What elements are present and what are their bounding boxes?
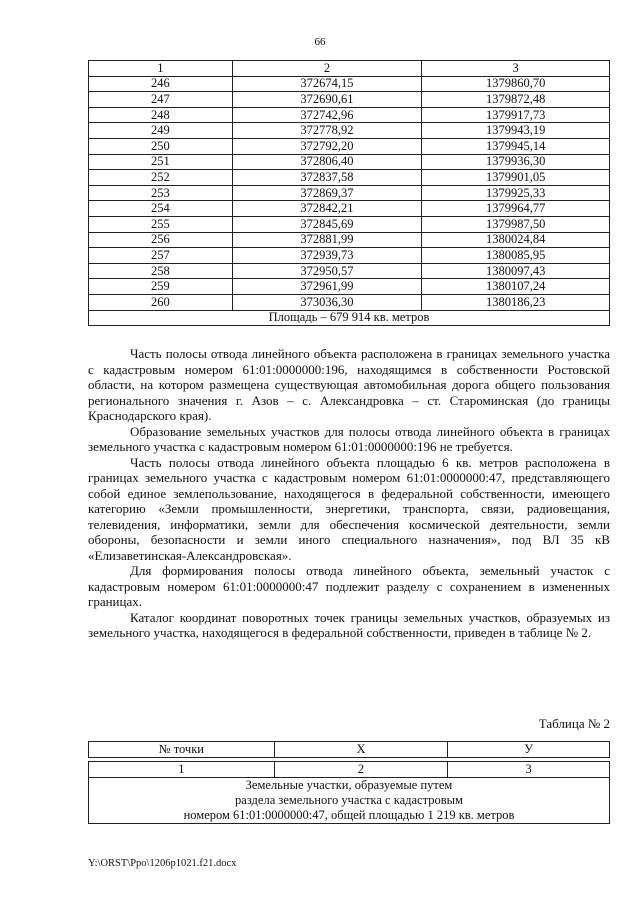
y-coordinate-cell: 1380024,84 <box>422 232 610 248</box>
x-coordinate-cell: 372869,37 <box>232 185 422 201</box>
numbering-cell: 2 <box>274 762 448 778</box>
area-cell: Площадь – 679 914 кв. метров <box>89 310 610 326</box>
merged-line: Земельные участки, образуемые путем <box>245 778 453 792</box>
x-coordinate-cell: 372674,15 <box>232 76 422 92</box>
paragraph: Каталог координат поворотных точек границы земельных участков, образуемых из земельного участка, находящегося в федеральной собственности, приведен в таблице № 2. <box>88 609 610 640</box>
point-number-cell: 260 <box>89 294 233 310</box>
y-coordinate-cell: 1379945,14 <box>422 138 610 154</box>
y-coordinate-cell: 1379925,33 <box>422 185 610 201</box>
table-row <box>89 170 610 186</box>
x-coordinate-cell: 373036,30 <box>232 294 422 310</box>
header-cell: У <box>448 742 610 758</box>
point-number-cell: 253 <box>89 185 233 201</box>
paragraph: Часть полосы отвода линейного объекта расположена в границах земельного участка с кадастровым номером 61:01:0000000:196, находящимся в собственности Ростовской области, на котором размещена существующая автомобильная дорога общего пользования регионального значения г. Азов – с. Александровка – ст. Староминская (до границы Краснодарского края). <box>88 346 610 423</box>
table-row <box>89 107 610 123</box>
table-row <box>89 232 610 248</box>
x-coordinate-cell: 372961,99 <box>232 279 422 295</box>
page-number: 66 <box>314 36 326 48</box>
x-coordinate-cell: 372939,73 <box>232 248 422 264</box>
point-number-cell: 256 <box>89 232 233 248</box>
x-coordinate-cell: 372881,99 <box>232 232 422 248</box>
x-coordinate-cell: 372845,69 <box>232 216 422 232</box>
y-coordinate-cell: 1379872,48 <box>422 92 610 108</box>
y-coordinate-cell: 1379917,73 <box>422 107 610 123</box>
point-number-cell: 250 <box>89 138 233 154</box>
point-number-cell: 255 <box>89 216 233 232</box>
table-row <box>89 185 610 201</box>
table-row <box>89 76 610 92</box>
x-coordinate-cell: 372842,21 <box>232 201 422 217</box>
y-coordinate-cell: 1380186,23 <box>422 294 610 310</box>
table-row <box>89 294 610 310</box>
x-coordinate-cell: 372778,92 <box>232 123 422 139</box>
x-coordinate-cell: 372792,20 <box>232 138 422 154</box>
table-row <box>89 201 610 217</box>
merged-line: раздела земельного участка с кадастровым <box>235 793 463 807</box>
paragraph: Для формирования полосы отвода линейного объекта, земельный участок с кадастровым номером 61:01:0000000:47 подлежит разделу с сохранением в измененных границах. <box>88 563 610 609</box>
header-cell: 2 <box>232 61 422 77</box>
point-number-cell: 249 <box>89 123 233 139</box>
y-coordinate-cell: 1379860,70 <box>422 76 610 92</box>
point-number-cell: 252 <box>89 170 233 186</box>
table-row <box>89 248 610 264</box>
y-coordinate-cell: 1379901,05 <box>422 170 610 186</box>
table-row <box>89 123 610 139</box>
y-coordinate-cell: 1380097,43 <box>422 263 610 279</box>
y-coordinate-cell: 1379936,30 <box>422 154 610 170</box>
y-coordinate-cell: 1379987,50 <box>422 216 610 232</box>
body-text <box>88 346 610 641</box>
point-number-cell: 257 <box>89 248 233 264</box>
x-coordinate-cell: 372690,61 <box>232 92 422 108</box>
table-header-row <box>89 61 610 77</box>
y-coordinate-cell: 1380107,24 <box>422 279 610 295</box>
coordinates-table <box>88 60 610 326</box>
x-coordinate-cell: 372950,57 <box>232 263 422 279</box>
x-coordinate-cell: 372837,58 <box>232 170 422 186</box>
table-2 <box>88 741 610 824</box>
paragraph: Образование земельных участков для полосы отвода линейного объекта в границах земельного участка с кадастровым номером 61:01:0000000:196 не требуется. <box>88 423 610 454</box>
table-row <box>89 138 610 154</box>
merged-line: номером 61:01:0000000:47, общей площадью 1 219 кв. метров <box>183 808 515 822</box>
point-number-cell: 246 <box>89 76 233 92</box>
merged-row <box>89 778 610 824</box>
y-coordinate-cell: 1379943,19 <box>422 123 610 139</box>
point-number-cell: 254 <box>89 201 233 217</box>
point-number-cell: 258 <box>89 263 233 279</box>
point-number-cell: 251 <box>89 154 233 170</box>
y-coordinate-cell: 1379964,77 <box>422 201 610 217</box>
table-header-row <box>89 742 610 758</box>
area-row <box>89 310 610 326</box>
numbering-cell: 3 <box>448 762 610 778</box>
paragraph: Часть полосы отвода линейного объекта площадью 6 кв. метров расположена в границах земельного участка с кадастровым номером 61:01:0000000:47, представляющего собой единое землепользование, находящегося в федеральной собственности, имеющего категорию «Земли промышленности, энергетики, транспорта, связи, радиовещания, телевидения, информатики, земли для обеспечения космической деятельности, земли обороны, безопасности и земли иного специального назначения», под ВЛ 35 кВ «Елизаветинская-Александровская». <box>88 454 610 563</box>
header-cell: X <box>274 742 448 758</box>
numbering-row <box>89 762 610 778</box>
numbering-cell: 1 <box>89 762 275 778</box>
header-cell: № точки <box>89 742 275 758</box>
table-caption: Таблица № 2 <box>538 716 610 731</box>
header-cell: 1 <box>89 61 233 77</box>
table-row <box>89 216 610 232</box>
point-number-cell: 259 <box>89 279 233 295</box>
point-number-cell: 247 <box>89 92 233 108</box>
y-coordinate-cell: 1380085,95 <box>422 248 610 264</box>
footer-file-path: Y:\ORST\Ppo\1206p1021.f21.docx <box>88 858 237 869</box>
table-row <box>89 92 610 108</box>
table-row <box>89 263 610 279</box>
merged-cell <box>89 778 610 824</box>
point-number-cell: 248 <box>89 107 233 123</box>
table-row <box>89 154 610 170</box>
x-coordinate-cell: 372742,96 <box>232 107 422 123</box>
x-coordinate-cell: 372806,40 <box>232 154 422 170</box>
header-cell: 3 <box>422 61 610 77</box>
table-row <box>89 279 610 295</box>
